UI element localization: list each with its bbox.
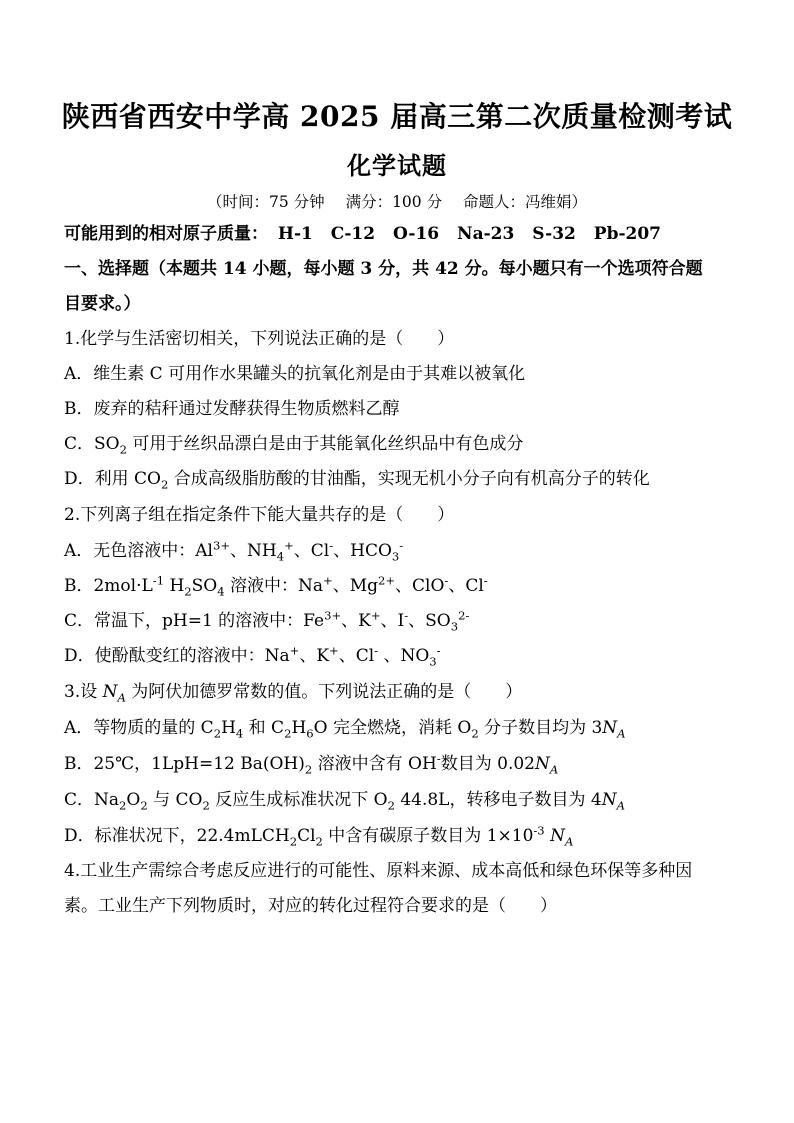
atomic-mass-item: O-16 — [392, 224, 440, 244]
question-3-option-a: A．等物质的量的 $C_2H_4$ 和 $C_2H_6O$ 完全燃烧，消耗 $O_2$ 分子数目均为 $3N_A$ — [64, 718, 626, 741]
question-3-stem: 3.设 $N_A$ 为阿伏加德罗常数的值。下列说法正确的是（ ） — [64, 682, 523, 705]
question-1-option-b: B．废弃的秸秆通过发酵获得生物质燃料乙醇 — [64, 399, 400, 419]
section-heading-cont: 目要求。） — [64, 294, 141, 314]
question-1-option-d: D．利用 $CO_2$ 合成高级脂肪酸的甘油酯，实现无机小分子向有机高分子的转化 — [64, 469, 650, 492]
question-2-option-a: A．无色溶液中：$Al^{3+}$、$NH_4^+$、Cl-、$HCO_3^-$ — [64, 538, 404, 564]
question-2-stem: 2.下列离子组在指定条件下能大量共存的是（ ） — [64, 505, 455, 525]
exam-title: 陕西省西安中学高 2025 届高三第二次质量检测考试 — [61, 100, 733, 133]
question-3-option-c: C．$Na_2O_2$ 与 $CO_2$ 反应生成标准状况下 $O_2$ 44.8L，转移电子数目为 $4N_A$ — [64, 790, 625, 813]
question-2-option-b: B．$2mol\cdot L^{-1}$ $H_2SO_4$ 溶液中：Na+、$Mg^{2+}$、ClO-、Cl- — [64, 573, 488, 599]
atomic-mass-item: H-1 — [277, 224, 313, 244]
question-4-stem: 4.工业生产需综合考虑反应进行的可能性、原料来源、成本高低和绿色环保等多种因 — [64, 861, 693, 881]
exam-subtitle: 化学试题 — [347, 151, 447, 180]
atomic-mass-item: Na-23 — [457, 224, 515, 244]
question-1-option-c: C．$SO_2$ 可用于丝织品漂白是由于其能氧化丝织品中有色成分 — [64, 434, 524, 457]
question-4-stem-cont: 素。工业生产下列物质时，对应的转化过程符合要求的是（ ） — [64, 896, 557, 916]
section-heading: 一、选择题（本题共 14 小题，每小题 3 分，共 42 分。每小题只有一个选项符合题 — [64, 259, 703, 279]
exam-meta — [0, 190, 794, 212]
exam-time: （时间：75 分钟 — [206, 193, 325, 211]
atomic-masses-label: 可能用到的相对原子质量： — [64, 224, 268, 244]
question-3-option-b: B．25℃，1LpH=12 $Ba(OH)_2$ 溶液中含有 OH-数目为 $0.02N_A$ — [64, 751, 559, 777]
atomic-mass-item: Pb-207 — [593, 224, 662, 244]
atomic-mass-item: C-12 — [330, 224, 376, 244]
question-1-stem: 1.化学与生活密切相关，下列说法正确的是（ ） — [64, 329, 455, 349]
exam-author: 命题人：冯维娟） — [463, 193, 588, 211]
question-2-option-d: D．使酚酞变红的溶液中：Na+、K+、Cl- 、$NO_3^-$ — [64, 643, 441, 669]
question-3-option-d: D．标准状况下，$22.4mLCH_2Cl_2$ 中含有碳原子数目为 $1\times 10^{-3}$ $N_A$ — [64, 823, 574, 849]
question-1-option-a: A．维生素 C 可用作水果罐头的抗氧化剂是由于其难以被氧化 — [64, 364, 526, 384]
atomic-mass-item: S-32 — [532, 224, 576, 244]
question-2-option-c: C．常温下，pH=1 的溶液中：$Fe^{3+}$、K+、I-、$SO_3^{2-}$ — [64, 608, 470, 634]
exam-score: 满分：100 分 — [345, 193, 443, 211]
atomic-masses — [64, 219, 734, 244]
